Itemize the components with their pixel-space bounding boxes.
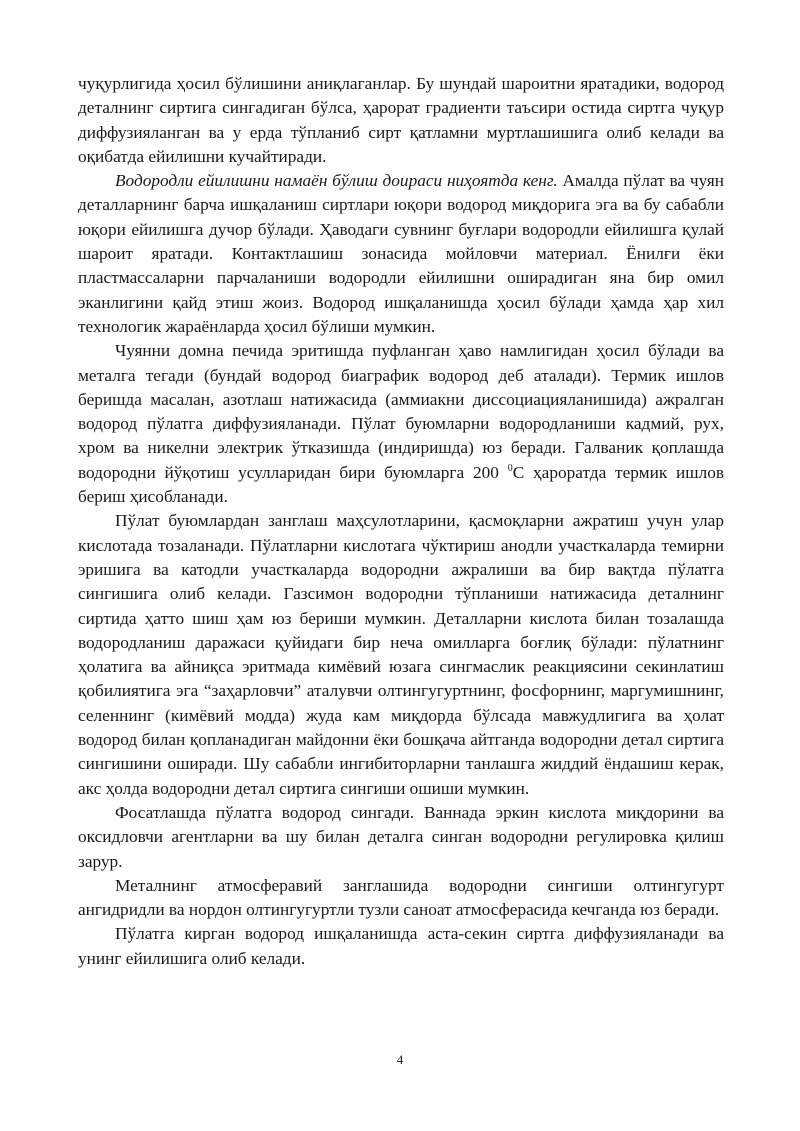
degree-superscript: 0 (507, 462, 513, 474)
paragraph-3-tail: С ҳароратда термик ишлов бериш ҳисобланади. (78, 462, 724, 507)
paragraph-3-body: Чуянни домна печида эритишда пуфланган ҳаво намлигидан ҳосил бўлади ва металга тегади (бундай водород биаграфик водород деб аталади). Термик ишлов беришда масалан, азотлаш натижасида (аммиакни диссоциацияланишида) ажралган водород пўлатга диффузияланади. Пўлат буюмларни водородланиши кадмий, рух, хром ва никелни электрик ўтказишда (индиришда) юз беради. Галваник қоплашда водородни йўқотиш усулларидан бири буюмларга 200 (78, 341, 724, 482)
paragraph-2-body: Амалда пўлат ва чуян деталларнинг барча ишқаланиш сиртлари юқори водород миқдорига эга ва бу сабабли юқори ейилишга дучор бўлади. Ҳаводаги сувнинг буғлари водородли ейилишга қулай шароит яратади. Контактлашиш зонасида мойловчи материал. Ёнилғи ёки пластмассаларни парчаланиши водородли ейилишни оширадиган яна бир омил эканлигини қайд этиш жоиз. Водород ишқаланишда ҳосил бўлади ҳамда ҳар хил технологик жараёнларда ҳосил бўлиши мумкин. (78, 171, 724, 336)
paragraph-5: Фосатлашда пўлатга водород сингади. Ваннада эркин кислота миқдорини ва оксидловчи агентларни ва шу билан деталга синган водородни регулировка қилиш зарур. (78, 802, 724, 871)
page-number: 4 (396, 1052, 404, 1067)
document-page (78, 72, 724, 971)
paragraph-7: Пўлатга кирган водород ишқаланишда аста-секин сиртга диффузияланади ва унинг ейилишига олиб келади. (78, 924, 724, 968)
paragraph-4: Пўлат буюмлардан занглаш маҳсулотларини, қасмоқларни ажратиш учун улар кислотада тозаланади. Пўлатларни кислотага чўктириш анодли участкаларда темирни эришига ва катодли участкаларда водородни ажралиши ва бир вақтда пўлатга сингишига олиб келади. Газсимон водородни тўпланиши натижасида деталнинг сиртида ҳатто шиш ҳам юз бериши мумкин. Деталларни кислота билан тозалашда водородланиш даражаси қуйидаги бир неча омилларга боғлиқ бўлади: пўлатнинг ҳолатига ва айниқса эритмада кимёвий юзага сингмаслик реакциясини секинлатиш қобилиятига эга “заҳарловчи” аталувчи олтингугуртнинг, фосфорнинг, маргумишнинг, селеннинг (кимёвий модда) жуда кам миқдорда бўлсада мавжудлигига ва ҳолат водород билан қопланадиган майдонни ёки бошқача айтганда водородни детал сиртига сингишини оширади. Шу сабабли ингибиторларни танлашга жиддий ёндашиш керак, акс ҳолда водородни детал сиртига сингиши ошиши мумкин. (78, 511, 724, 798)
paragraph-6: Металнинг атмосферавий занглашида водородни сингиши олтингугурт ангидридли ва нордон олтингугуртли тузли саноат атмосферасида кечганда юз беради. (78, 875, 724, 920)
paragraph-1: чуқурлигида ҳосил бўлишини аниқлаганлар. Бу шундай шароитни яратадики, водород деталнинг сиртига сингадиган бўлса, ҳарорат градиенти таъсири остида сиртга чуқур диффузияланган ва у ерда тўпланиб сирт қатламни муртлашишига олиб келади ва оқибатда ейилишни кучайтиради. (78, 74, 724, 166)
paragraph-2-italic-lead: Водородли ейилишни намаён бўлиш доираси ниҳоятда кенг. (115, 171, 558, 191)
paragraph-3 (78, 339, 724, 509)
paragraph-2 (78, 169, 724, 339)
